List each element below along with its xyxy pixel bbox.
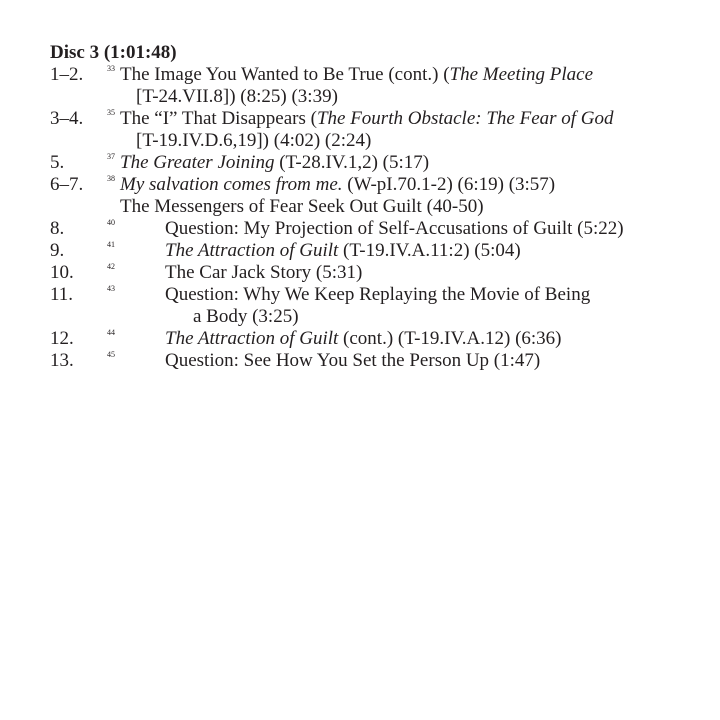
entry-line [50, 152, 710, 174]
entry-title [165, 328, 562, 350]
text-segment: a Body (3:25) [193, 306, 299, 327]
reference-number: 44 [107, 328, 115, 337]
track-entry [50, 262, 710, 284]
reference-number: 41 [107, 240, 115, 249]
track-number: 8. [50, 218, 65, 239]
track-number: 12. [50, 328, 74, 349]
entry-line [50, 328, 710, 350]
text-segment: The Image You Wanted to Be True (cont.) ( [120, 64, 450, 85]
entry-continuation-line [50, 306, 710, 328]
reference-number: 35 [107, 108, 115, 117]
track-number: 13. [50, 350, 74, 371]
track-number: 1–2. [50, 64, 84, 85]
italic-title: The Greater Joining [120, 152, 275, 173]
track-number: 5. [50, 152, 65, 173]
text-segment: (T-28.IV.1,2) (5:17) [274, 152, 430, 173]
track-entry [50, 284, 710, 328]
text-segment: (cont.) (T-19.IV.A.12) (6:36) [338, 328, 562, 349]
disc-heading: Disc 3 (1:01:48) [50, 42, 177, 63]
track-entry [50, 64, 710, 108]
italic-title: My salvation comes from me. [120, 174, 343, 195]
track-entry [50, 152, 710, 174]
reference-number: 40 [107, 218, 115, 227]
entry-continuation [193, 306, 299, 328]
text-segment: The Car Jack Story (5:31) [165, 262, 363, 283]
track-number: 11. [50, 284, 74, 305]
reference-number: 45 [107, 350, 115, 359]
track-entry [50, 240, 710, 262]
entry-line [50, 218, 710, 240]
reference-number: 38 [107, 174, 115, 183]
entry-line [50, 284, 710, 306]
text-segment: Question: My Projection of Self-Accusations of Guilt (5:22) [165, 218, 624, 239]
text-segment: (W-pI.70.1-2) (6:19) (3:57) [342, 174, 556, 195]
track-entry [50, 328, 710, 350]
entry-line [50, 174, 710, 196]
entry-continuation-line [50, 130, 710, 152]
reference-number: 42 [107, 262, 115, 271]
track-entry [50, 108, 710, 152]
track-number: 9. [50, 240, 65, 261]
entry-title [165, 350, 540, 372]
entry-line [50, 108, 710, 130]
entry-line [50, 350, 710, 372]
track-entry [50, 218, 710, 240]
entry-line [50, 240, 710, 262]
entry-list [50, 64, 710, 372]
text-segment: Question: Why We Keep Replaying the Movie of Being [165, 284, 591, 305]
track-listing [50, 42, 710, 372]
reference-number: 37 [107, 152, 115, 161]
text-segment: [T-24.VII.8]) (8:25) (3:39) [136, 86, 338, 107]
track-number: 3–4. [50, 108, 84, 129]
entry-title [120, 108, 614, 130]
entry-line [50, 262, 710, 284]
text-segment: (T-19.IV.A.11:2) (5:04) [338, 240, 521, 261]
entry-title [120, 174, 555, 196]
entry-title [165, 218, 624, 240]
italic-title: The Meeting Place [449, 64, 594, 85]
entry-continuation [136, 130, 371, 152]
entry-title [165, 284, 590, 306]
italic-title: The Attraction of Guilt [165, 328, 339, 349]
text-segment: Question: See How You Set the Person Up (1:47) [165, 350, 541, 371]
entry-continuation-line [50, 86, 710, 108]
track-entry [50, 350, 710, 372]
text-segment: [T-19.IV.D.6,19]) (4:02) (2:24) [136, 130, 372, 151]
section-line [50, 196, 710, 218]
track-entry [50, 174, 710, 196]
reference-number: 43 [107, 284, 115, 293]
track-number: 6–7. [50, 174, 84, 195]
entry-line [50, 64, 710, 86]
entry-title [120, 152, 429, 174]
track-number: 10. [50, 262, 74, 283]
entry-continuation [136, 86, 338, 108]
italic-title: The Fourth Obstacle: The Fear of God [316, 108, 614, 129]
reference-number: 33 [107, 64, 115, 73]
section-title: The Messengers of Fear Seek Out Guilt (40-50) [120, 196, 484, 217]
text-segment: The “I” That Disappears ( [120, 108, 317, 129]
section-heading [50, 196, 710, 218]
entry-title [165, 262, 362, 284]
entry-title [120, 64, 593, 86]
entry-title [165, 240, 521, 262]
italic-title: The Attraction of Guilt [165, 240, 339, 261]
